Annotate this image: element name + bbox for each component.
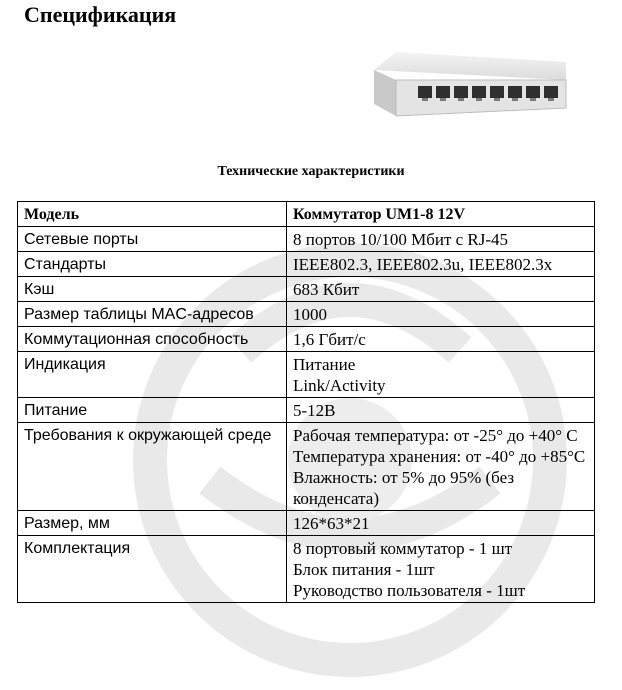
row-param: Индикация [18,352,287,398]
row-value [287,327,595,352]
value-line: IEEE802.3, IEEE802.3u, IEEE802.3x [293,255,553,274]
row-value [287,302,595,327]
table-row [18,227,595,252]
value-line: 126*63*21 [293,514,370,533]
table-row [18,536,595,603]
value-line: 8 портов 10/100 Мбит с RJ-45 [293,230,509,249]
value-line: Температура хранения: от -40° до +85°С [293,447,586,466]
value-line: Питание [293,355,356,374]
table-row [18,511,595,536]
value-line: Link/Activity [293,376,386,395]
value-line: 1,6 Гбит/с [293,330,366,349]
table-row [18,398,595,423]
value-line: Влажность: от 5% до 95% (без конденсата) [293,468,515,508]
value-line: Блок питания - 1шт [293,560,435,579]
table-row [18,327,595,352]
switch-product-image [366,46,570,120]
value-line: 8 портовый коммутатор - 1 шт [293,539,513,558]
row-value [287,398,595,423]
row-value [287,277,595,302]
value-line: 5-12В [293,401,336,420]
table-row [18,423,595,511]
row-param: Размер таблицы MAC-адресов [18,302,287,327]
header-param: Модель [18,202,287,227]
value-line: Рабочая температура: от -25° до +40° С [293,426,578,445]
row-value [287,511,595,536]
row-param: Питание [18,398,287,423]
table-caption: Технические характеристики [217,164,405,179]
page-title: Спецификация [24,2,177,27]
table-row [18,352,595,398]
table-header-row [18,202,595,227]
row-value [287,536,595,603]
table-row [18,252,595,277]
row-value [287,352,595,398]
row-value [287,227,595,252]
row-param: Кэш [18,277,287,302]
row-param: Размер, мм [18,511,287,536]
row-value [287,252,595,277]
value-line: Руководство пользователя - 1шт [293,581,526,600]
value-line: 1000 [293,305,327,324]
row-param: Комплектация [18,536,287,603]
table-row [18,302,595,327]
row-param: Стандарты [18,252,287,277]
table-row [18,277,595,302]
header-value: Коммутатор UM1-8 12V [287,202,595,227]
row-value [287,423,595,511]
value-line: 683 Кбит [293,280,360,299]
spec-table [17,201,595,603]
row-param: Требования к окружающей среде [18,423,287,511]
row-param: Коммутационная способность [18,327,287,352]
row-param: Сетевые порты [18,227,287,252]
